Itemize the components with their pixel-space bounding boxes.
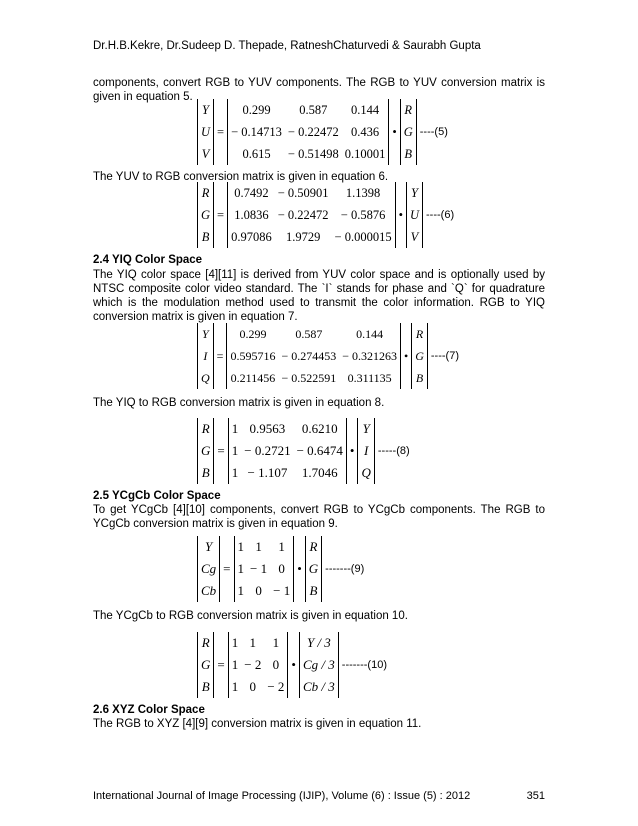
rhs-vector-entry: V xyxy=(406,226,422,248)
matrix-cell: − 2 xyxy=(264,676,288,698)
equation-number xyxy=(416,143,451,165)
equals-sign: = xyxy=(217,207,225,222)
matrix-cell: 1 xyxy=(234,558,247,580)
equation-9 xyxy=(197,536,368,602)
equals-sign xyxy=(214,418,228,440)
multiply-dot xyxy=(389,143,400,165)
equals-sign xyxy=(220,580,234,602)
lhs-vector-entry: G xyxy=(198,440,214,462)
lhs-vector-entry: Cg xyxy=(198,558,220,580)
matrix-cell: 0.144 xyxy=(342,99,389,121)
equation-5 xyxy=(197,99,452,165)
matrix-cell: 0 xyxy=(264,654,288,676)
matrix-cell: − 0.522591 xyxy=(281,370,337,385)
rhs-vector-entry: R xyxy=(412,323,428,345)
equation-number xyxy=(322,536,368,558)
matrix-cell: − 0.14713 xyxy=(228,121,285,143)
multiply-dot: • xyxy=(291,657,296,672)
equation-10 xyxy=(197,632,391,698)
equals-sign xyxy=(214,632,228,654)
equation-number: ----(7) xyxy=(430,350,459,362)
equation-7 xyxy=(197,323,463,389)
matrix-cell: − 0.22472 xyxy=(277,207,329,222)
lhs-vector-entry: V xyxy=(198,143,214,165)
multiply-dot xyxy=(401,367,412,389)
equals-sign: = xyxy=(217,657,225,672)
rhs-vector-entry: I xyxy=(358,440,374,462)
matrix-cell: − 1 xyxy=(270,580,294,602)
rhs-vector-entry: G xyxy=(305,558,321,580)
matrix-cell: 1.0836 xyxy=(228,204,275,226)
lhs-vector-entry: Y xyxy=(198,323,214,345)
equation-number xyxy=(374,462,413,484)
multiply-dot xyxy=(294,580,306,602)
running-header: Dr.H.B.Kekre, Dr.Sudeep D. Thepade, RatneshChaturvedi & Saurabh Gupta xyxy=(93,40,481,52)
lhs-vector-entry: B xyxy=(198,676,214,698)
journal-citation: International Journal of Image Processing (IJIP), Volume (6) : Issue (5) : 2012 xyxy=(93,790,471,802)
lhs-vector-entry: R xyxy=(198,182,214,204)
equation-number xyxy=(423,182,458,204)
matrix-cell: 0 xyxy=(270,558,294,580)
matrix-cell: 0.144 xyxy=(339,323,400,345)
lhs-vector-entry: B xyxy=(198,226,214,248)
equation-6 xyxy=(197,182,458,248)
matrix-cell: − 0.5876 xyxy=(332,204,396,226)
matrix-cell: 0.211456 xyxy=(227,367,279,389)
multiply-dot: • xyxy=(398,207,403,222)
multiply-dot xyxy=(294,536,306,558)
multiply-dot xyxy=(346,418,358,440)
matrix-cell: 1 xyxy=(234,536,247,558)
matrix-cell: 0 xyxy=(255,583,262,598)
paragraph-yiq-to-rgb: The YIQ to RGB conversion matrix is given in equation 8. xyxy=(93,397,385,409)
equation-table xyxy=(197,536,368,602)
section-heading-ycgcb: 2.5 YCgCb Color Space xyxy=(93,490,221,502)
equals-sign xyxy=(214,462,228,484)
multiply-dot: • xyxy=(404,348,409,363)
matrix-cell: 0.299 xyxy=(227,323,279,345)
paragraph-ycgcb: To get YCgCb [4][10] components, convert RGB to YCgCb components. The RGB to YCgCb conversion matrix is given in equation 9. xyxy=(93,504,545,530)
equation-table xyxy=(197,182,458,248)
equals-sign xyxy=(214,676,228,698)
equation-number: -------(10) xyxy=(341,659,387,671)
rhs-vector-entry: B xyxy=(305,580,321,602)
matrix-cell: 0.615 xyxy=(228,143,285,165)
equation-number xyxy=(322,580,368,602)
matrix-cell: − 0.6474 xyxy=(294,440,347,462)
matrix-cell: − 0.274453 xyxy=(281,348,337,363)
multiply-dot xyxy=(389,99,400,121)
rhs-vector-entry: Q xyxy=(358,462,374,484)
matrix-cell: 1.1398 xyxy=(332,182,396,204)
matrix-cell: 0.587 xyxy=(299,102,328,117)
multiply-dot xyxy=(346,462,358,484)
equation-table xyxy=(197,632,391,698)
matrix-cell: 0.6210 xyxy=(294,418,347,440)
lhs-vector-entry: Q xyxy=(198,367,214,389)
matrix-cell: − 0.22472 xyxy=(287,124,339,139)
paragraph-ycgcb-to-rgb: The YCgCb to RGB conversion matrix is given in equation 10. xyxy=(93,610,408,622)
matrix-cell: 0.587 xyxy=(295,326,323,341)
matrix-cell: − 0.51498 xyxy=(287,146,339,161)
rhs-vector-entry: Y / 3 xyxy=(299,632,338,654)
rhs-vector-entry: G xyxy=(400,121,416,143)
equation-number xyxy=(427,323,462,345)
lhs-vector-entry: R xyxy=(198,418,214,440)
multiply-dot: • xyxy=(349,443,355,458)
equation-number xyxy=(374,418,413,440)
equals-sign xyxy=(214,99,228,121)
matrix-cell: 0.10001 xyxy=(342,143,389,165)
equation-number: -----(8) xyxy=(377,445,410,457)
page-number: 351 xyxy=(526,790,545,802)
rhs-vector-entry: Cb / 3 xyxy=(299,676,338,698)
lhs-vector-entry: G xyxy=(198,654,214,676)
lhs-vector-entry: B xyxy=(198,462,214,484)
multiply-dot: • xyxy=(392,124,397,139)
equals-sign xyxy=(220,536,234,558)
equation-number xyxy=(416,99,451,121)
matrix-cell: 1 xyxy=(264,632,288,654)
matrix-cell: 1.9729 xyxy=(285,229,321,244)
rhs-vector-entry: R xyxy=(400,99,416,121)
lhs-vector-entry: Cb xyxy=(198,580,220,602)
matrix-cell: 0 xyxy=(249,679,257,694)
equation-number: -------(9) xyxy=(325,563,365,575)
multiply-dot: • xyxy=(297,561,302,576)
matrix-cell: − 0.321263 xyxy=(339,345,400,367)
equation-number: ----(5) xyxy=(419,126,448,138)
equation-number: ----(6) xyxy=(426,209,455,221)
equals-sign: = xyxy=(217,443,225,458)
lhs-vector-entry: I xyxy=(198,345,214,367)
matrix-cell: 1 xyxy=(270,536,294,558)
matrix-cell: 0.436 xyxy=(342,121,389,143)
equation-number xyxy=(423,226,458,248)
lhs-vector-entry: Y xyxy=(198,536,220,558)
matrix-cell: − 0.000015 xyxy=(332,226,396,248)
equation-table xyxy=(197,418,414,484)
rhs-vector-entry: Y xyxy=(358,418,374,440)
multiply-dot xyxy=(395,182,406,204)
equation-number xyxy=(338,632,390,654)
matrix-cell: 1 xyxy=(228,418,241,440)
matrix-cell: 1 xyxy=(228,462,241,484)
multiply-dot xyxy=(401,323,412,345)
equals-sign: = xyxy=(217,124,225,139)
equation-number xyxy=(427,367,462,389)
matrix-cell: 1 xyxy=(228,632,241,654)
matrix-cell: 1.7046 xyxy=(294,462,347,484)
matrix-cell: 1 xyxy=(234,580,247,602)
multiply-dot xyxy=(288,676,300,698)
matrix-cell: 1 xyxy=(228,676,241,698)
rhs-vector-entry: Cg / 3 xyxy=(299,654,338,676)
rhs-vector-entry: R xyxy=(305,536,321,558)
section-heading-xyz: 2.6 XYZ Color Space xyxy=(93,704,205,716)
equals-sign: = xyxy=(216,348,224,363)
paragraph-yuv-to-rgb: The YUV to RGB conversion matrix is given in equation 6. xyxy=(93,171,389,183)
equals-sign xyxy=(214,143,228,165)
matrix-cell: − 0.2721 xyxy=(244,443,291,458)
equation-8 xyxy=(197,418,414,484)
equation-number xyxy=(338,676,390,698)
matrix-cell: − 0.50901 xyxy=(277,185,329,200)
matrix-cell: − 1.107 xyxy=(247,465,288,480)
multiply-dot xyxy=(288,632,300,654)
page-footer xyxy=(93,790,545,802)
rhs-vector-entry: B xyxy=(412,367,428,389)
matrix-cell: 0.299 xyxy=(228,99,285,121)
rhs-vector-entry: G xyxy=(412,345,428,367)
equals-sign xyxy=(213,323,227,345)
matrix-cell: 1 xyxy=(255,539,262,554)
lhs-vector-entry: U xyxy=(198,121,214,143)
rhs-vector-entry: B xyxy=(400,143,416,165)
rhs-vector-entry: U xyxy=(406,204,422,226)
rhs-vector-entry: Y xyxy=(406,182,422,204)
paragraph-intro-yuv: components, convert RGB to YUV components. The RGB to YUV conversion matrix is given in equation 5. xyxy=(93,77,545,103)
equals-sign xyxy=(214,182,228,204)
section-heading-yiq: 2.4 YIQ Color Space xyxy=(93,254,203,266)
matrix-cell: 0.7492 xyxy=(228,182,275,204)
paragraph-xyz: The RGB to XYZ [4][9] conversion matrix is given in equation 11. xyxy=(93,718,422,730)
lhs-vector-entry: R xyxy=(198,632,214,654)
matrix-cell: 0.97086 xyxy=(228,226,275,248)
matrix-cell: 1 xyxy=(228,654,241,676)
matrix-cell: 1 xyxy=(249,635,257,650)
matrix-cell: − 1 xyxy=(250,561,268,576)
matrix-cell: 0.9563 xyxy=(249,421,286,436)
matrix-cell: 0.311135 xyxy=(339,367,400,389)
multiply-dot xyxy=(395,226,406,248)
equation-table xyxy=(197,99,452,165)
matrix-cell: 1 xyxy=(228,440,241,462)
equals-sign: = xyxy=(223,561,231,576)
lhs-vector-entry: Y xyxy=(198,99,214,121)
matrix-cell: 0.595716 xyxy=(227,345,279,367)
equation-table xyxy=(197,323,463,389)
paragraph-yiq: The YIQ color space [4][11] is derived from YUV color space and is optionally used by NTSC composite color video standard. The `I` stands for phase and `Q` for quadrature which is the modulation method used to transmit the color information. RGB to YIQ conversion matrix is given in equation 7. xyxy=(93,269,545,323)
matrix-cell: − 2 xyxy=(244,657,262,672)
equals-sign xyxy=(213,367,227,389)
lhs-vector-entry: G xyxy=(198,204,214,226)
equals-sign xyxy=(214,226,228,248)
